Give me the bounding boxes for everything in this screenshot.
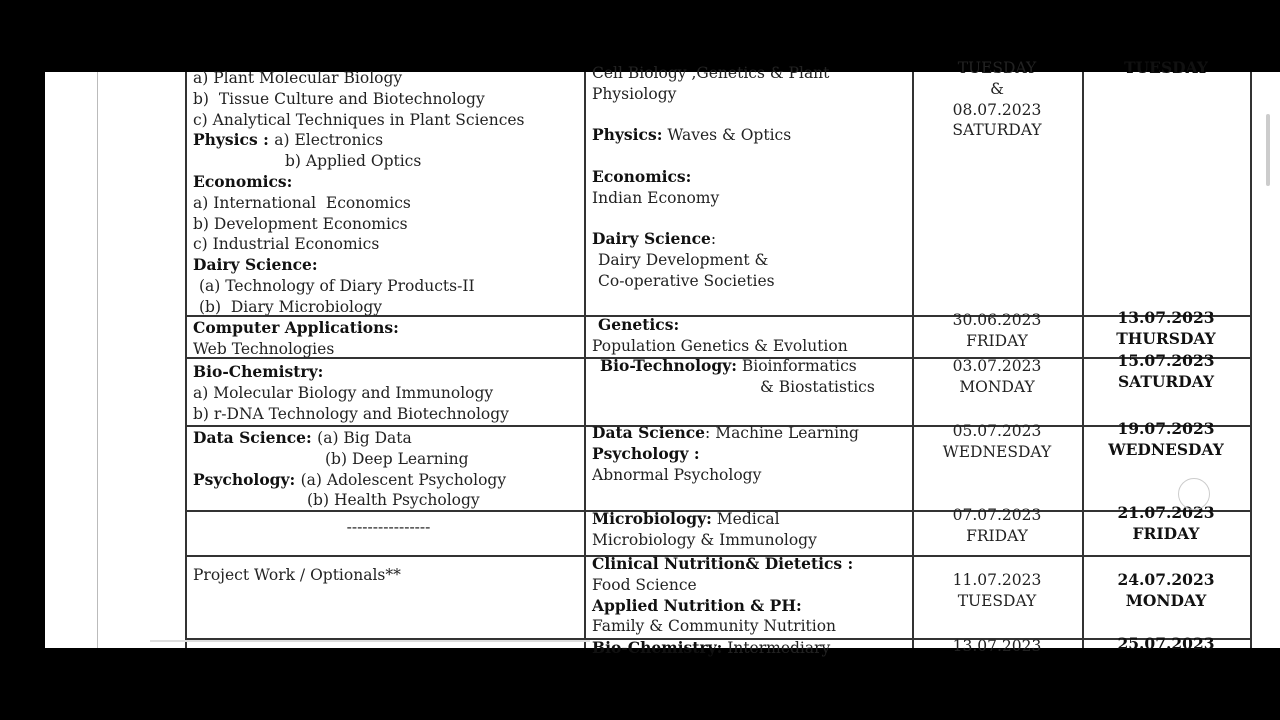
cell-text: (b) Deep Learning xyxy=(325,449,469,468)
cell-line xyxy=(1082,503,1250,524)
paper-cell xyxy=(193,517,584,538)
cell-heading: Clinical Nutrition& Dietetics : xyxy=(592,554,854,573)
cell-text: Indian Economy xyxy=(592,188,720,207)
cell-line xyxy=(193,404,584,425)
date-cell-bold xyxy=(1082,58,1250,79)
cell-text: (b) Health Psychology xyxy=(307,491,480,510)
date-cell-bold xyxy=(1082,503,1250,545)
cell-line xyxy=(1082,570,1250,591)
paper-cell xyxy=(193,68,584,318)
cell-line xyxy=(1082,591,1250,612)
cell-text: Web Technologies xyxy=(193,339,335,358)
date-cell-bold xyxy=(1082,308,1250,350)
cell-text: b) Tissue Culture and Biotechnology xyxy=(193,89,485,108)
cell-text: a) Plant Molecular Biology xyxy=(193,69,403,87)
subject-cell xyxy=(592,315,912,357)
cell-line xyxy=(592,596,912,617)
cell-text: : Machine Learning xyxy=(705,424,859,442)
cell-text: b) Applied Optics xyxy=(285,152,422,171)
cell-heading: Genetics: xyxy=(598,315,680,334)
cell-line xyxy=(193,470,584,491)
scroll-indicator[interactable] xyxy=(150,640,590,642)
cell-heading: Economics: xyxy=(193,171,293,191)
cell-line xyxy=(193,276,584,297)
cell-line xyxy=(592,509,912,530)
cell-line xyxy=(912,505,1082,526)
cell-line xyxy=(592,638,912,659)
cell-line xyxy=(193,255,584,276)
cell-text: 13.07.2023 xyxy=(952,637,1042,655)
cell-line xyxy=(1082,329,1250,350)
cell-line xyxy=(592,125,912,146)
cell-line xyxy=(193,130,584,151)
cell-text: Physiology xyxy=(592,84,677,103)
cell-line xyxy=(592,554,912,575)
subject-cell xyxy=(592,423,912,485)
cell-line xyxy=(912,120,1082,141)
cell-text: Medical xyxy=(711,510,780,528)
cell-heading: Data Science: xyxy=(193,428,318,447)
cell-line xyxy=(193,383,584,404)
cell-heading: 21.07.2023 xyxy=(1117,503,1215,522)
cell-line xyxy=(912,58,1082,79)
cell-heading: 24.07.2023 xyxy=(1117,570,1215,589)
cell-heading: Psychology : xyxy=(592,443,700,463)
cell-heading: Bio-Chemistry: xyxy=(592,638,723,657)
table-column-border xyxy=(1250,72,1252,648)
cell-line xyxy=(193,151,584,172)
cell-line xyxy=(1082,634,1250,655)
cell-text: Bioinformatics xyxy=(736,357,857,375)
cell-line xyxy=(1082,308,1250,329)
cell-heading: Microbiology: xyxy=(592,509,712,528)
cell-text: c) Industrial Economics xyxy=(193,235,380,254)
cell-text: (a) Big Data xyxy=(317,429,412,447)
cell-text: ---------------- xyxy=(346,518,431,536)
date-cell-bold xyxy=(1082,351,1250,393)
cell-text: (b) Diary Microbiology xyxy=(199,297,383,316)
cell-heading: WEDNESDAY xyxy=(1108,439,1224,459)
subject-cell xyxy=(592,509,912,551)
cell-line xyxy=(193,428,584,449)
cell-heading: 25.07.2023 xyxy=(1117,634,1215,653)
cell-text: 03.07.2023 xyxy=(952,357,1042,375)
cell-line xyxy=(912,591,1082,612)
cell-text: TUESDAY xyxy=(957,59,1037,77)
cell-text: WEDNESDAY xyxy=(942,442,1052,461)
cell-heading: 19.07.2023 xyxy=(1117,419,1215,438)
cell-line xyxy=(912,356,1082,377)
date-cell-bold xyxy=(1082,419,1250,461)
cell-line xyxy=(912,526,1082,547)
cell-line xyxy=(912,421,1082,442)
date-cell xyxy=(912,58,1082,141)
cell-heading: Data Science xyxy=(592,423,706,442)
cell-line xyxy=(592,377,912,398)
cell-line xyxy=(193,449,584,470)
cell-text: a) Electronics xyxy=(274,131,384,150)
date-cell xyxy=(912,356,1082,398)
cell-line xyxy=(592,336,912,357)
cell-line xyxy=(193,214,584,235)
cell-line xyxy=(592,63,912,84)
cell-line xyxy=(592,250,912,271)
cell-heading: Economics: xyxy=(592,166,692,186)
cell-text: SATURDAY xyxy=(952,121,1042,140)
cell-line xyxy=(1082,440,1250,461)
cell-line xyxy=(912,636,1082,657)
cell-text: & Biostatistics xyxy=(760,377,875,396)
cell-line xyxy=(1082,419,1250,440)
paper-cell xyxy=(193,428,584,511)
cell-line xyxy=(592,465,912,486)
cell-text: Microbiology & Immunology xyxy=(592,530,817,549)
cell-heading: Physics : xyxy=(193,130,275,150)
cell-heading: THURSDAY xyxy=(1116,328,1216,348)
cell-line xyxy=(193,68,584,89)
cell-line xyxy=(912,100,1082,121)
cell-line xyxy=(1082,372,1250,393)
cell-line xyxy=(592,146,912,167)
cell-line xyxy=(193,517,584,538)
cell-line xyxy=(193,565,584,586)
date-cell xyxy=(912,421,1082,463)
cell-heading: FRIDAY xyxy=(1132,523,1200,543)
cell-heading: Applied Nutrition & PH: xyxy=(592,595,802,615)
date-cell xyxy=(912,636,1082,657)
scanned-document-page xyxy=(45,58,1280,657)
subject-cell xyxy=(592,63,912,292)
date-cell xyxy=(912,570,1082,612)
date-cell-bold xyxy=(1082,570,1250,612)
cell-text: FRIDAY xyxy=(966,331,1028,350)
cell-heading: Dairy Science: xyxy=(193,255,318,275)
cell-text: : xyxy=(710,230,717,249)
cell-text: FRIDAY xyxy=(966,526,1028,545)
cell-line xyxy=(193,297,584,318)
cell-text: TUESDAY xyxy=(957,591,1037,610)
paper-cell xyxy=(193,362,584,424)
cell-line xyxy=(592,188,912,209)
cell-heading: Dairy Science xyxy=(592,229,711,249)
cell-line xyxy=(592,167,912,188)
subject-cell xyxy=(592,356,912,398)
cell-text: 11.07.2023 xyxy=(952,571,1042,589)
cell-heading: Computer Applications: xyxy=(193,318,399,337)
cell-text: Abnormal Psychology xyxy=(592,465,762,484)
table-column-border xyxy=(185,72,187,648)
subject-cell xyxy=(592,554,912,637)
cell-line xyxy=(193,89,584,110)
touch-indicator-icon xyxy=(1178,478,1210,510)
cell-text: 07.07.2023 xyxy=(952,506,1042,524)
date-cell xyxy=(912,310,1082,352)
vertical-scrollbar[interactable] xyxy=(1266,114,1270,186)
cell-text: Project Work / Optionals** xyxy=(193,566,401,584)
cell-line xyxy=(193,193,584,214)
cell-text: Co-operative Societies xyxy=(598,271,775,290)
cell-line xyxy=(592,271,912,292)
cell-line xyxy=(592,616,912,637)
cell-line xyxy=(193,339,584,360)
cell-text: 08.07.2023 xyxy=(952,100,1042,119)
cell-line xyxy=(592,229,912,250)
cell-line xyxy=(592,105,912,126)
cell-text: (a) Adolescent Psychology xyxy=(300,470,507,489)
paper-cell xyxy=(193,318,584,360)
cell-line xyxy=(193,172,584,193)
cell-text: b) Development Economics xyxy=(193,214,408,233)
cell-text: MONDAY xyxy=(959,377,1035,396)
cell-heading: Psychology: xyxy=(193,469,301,489)
cell-line xyxy=(193,362,584,383)
cell-heading: Bio-Chemistry: xyxy=(193,362,324,381)
cell-line xyxy=(592,575,912,596)
cell-heading: Physics: xyxy=(592,125,663,145)
cell-text: c) Analytical Techniques in Plant Sciences xyxy=(193,110,525,129)
cell-line xyxy=(912,310,1082,331)
date-cell xyxy=(912,505,1082,547)
cell-line xyxy=(1082,524,1250,545)
cell-heading: 15.07.2023 xyxy=(1117,351,1215,370)
cell-line xyxy=(1082,351,1250,372)
subject-cell xyxy=(592,638,912,659)
cell-text: Family & Community Nutrition xyxy=(592,617,837,636)
cell-line xyxy=(912,331,1082,352)
cell-text: Cell Biology ,Genetics & Plant xyxy=(592,64,830,82)
page-margin-line xyxy=(97,72,98,648)
cell-line xyxy=(592,209,912,230)
cell-line xyxy=(912,377,1082,398)
cell-text: b) r-DNA Technology and Biotechnology xyxy=(193,404,509,423)
cell-text: Population Genetics & Evolution xyxy=(592,336,848,355)
cell-text: 05.07.2023 xyxy=(952,422,1042,440)
cell-line xyxy=(592,84,912,105)
cell-text: Waves & Optics xyxy=(662,126,792,145)
cell-line xyxy=(592,423,912,444)
cell-heading: SATURDAY xyxy=(1117,371,1215,391)
cell-line xyxy=(193,234,584,255)
cell-heading: 13.07.2023 xyxy=(1117,308,1215,327)
cell-text: (a) Technology of Diary Products-II xyxy=(199,276,475,295)
cell-heading: TUESDAY xyxy=(1124,58,1208,77)
cell-line xyxy=(193,318,584,339)
cell-line xyxy=(912,570,1082,591)
cell-line xyxy=(592,315,912,336)
cell-line xyxy=(912,79,1082,100)
cell-line xyxy=(193,110,584,131)
date-cell-bold xyxy=(1082,634,1250,655)
cell-line xyxy=(1082,58,1250,79)
paper-cell xyxy=(193,565,584,586)
cell-text: Food Science xyxy=(592,575,697,594)
cell-text: Dairy Development & xyxy=(598,251,769,270)
cell-text: a) International Economics xyxy=(193,193,411,212)
cell-line xyxy=(592,530,912,551)
cell-line xyxy=(592,356,912,377)
cell-heading: Bio-Technology: xyxy=(600,356,737,375)
cell-line xyxy=(193,490,584,511)
cell-line xyxy=(592,444,912,465)
cell-line xyxy=(912,442,1082,463)
cell-text: a) Molecular Biology and Immunology xyxy=(193,383,494,402)
cell-text: 30.06.2023 xyxy=(952,311,1042,329)
table-column-border xyxy=(584,72,586,648)
cell-text: & xyxy=(990,79,1004,98)
cell-heading: MONDAY xyxy=(1125,590,1207,610)
cell-text: Intermediary xyxy=(722,639,831,657)
